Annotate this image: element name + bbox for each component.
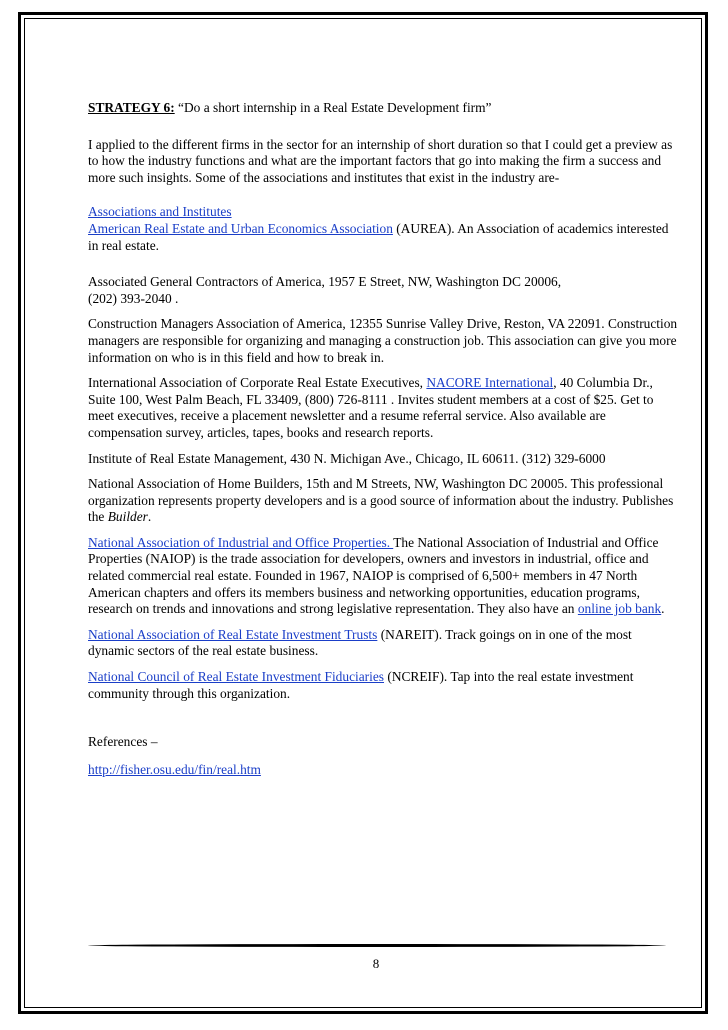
strategy-title: “Do a short internship in a Real Estate Development firm” (174, 100, 492, 115)
irem-paragraph: Institute of Real Estate Management, 430 N. Michigan Ave., Chicago, IL 60611. (312) 329-6000 (88, 450, 606, 466)
nareit-text: (NAREIT). Track goings on in one of the most dynamic sectors of the real estate business. (88, 626, 632, 659)
nareit-link[interactable]: National Association of Real Estate Investment Trusts (88, 626, 378, 642)
agc-line2: (202) 393-2040 . (88, 290, 179, 306)
references-paragraph (88, 762, 678, 779)
strategy-label: STRATEGY 6: (88, 100, 175, 115)
page-number-text: 8 (372, 956, 380, 971)
nahb-paragraph (88, 476, 678, 526)
aurea-text: (AUREA). An Association of academics interested in real estate. (88, 220, 669, 253)
reference-url-link[interactable]: http://fisher.osu.edu/fin/real.htm (88, 761, 261, 777)
intro-paragraph: I applied to the different firms in the sector for an internship of short duration so that I could get a preview as to how the industry functions and what are the important factors that go into making the firm a success and more such insights. Some of the associations and institutes that exist in the industry are- (88, 136, 673, 185)
agc-paragraph (88, 274, 678, 307)
naiop-end: . (661, 601, 665, 617)
nahb-after: . (147, 509, 152, 525)
nacore-link[interactable]: NACORE International (426, 375, 554, 391)
footer-rule (88, 944, 666, 947)
naiop-link[interactable]: National Association of Industrial and Office Properties. (88, 534, 394, 550)
ncreif-paragraph (88, 669, 678, 702)
cmaa-paragraph: Construction Managers Association of America, 12355 Sunrise Valley Drive, Reston, VA 22091. Construction managers are responsible for organizing and managing a construction job. This association can give you more information on who is in this field and how to break in. (88, 316, 678, 365)
references-heading: References – (88, 734, 158, 750)
naiop-paragraph (88, 535, 678, 618)
document-body (88, 100, 678, 778)
nacore-before: International Association of Corporate Real Estate Executives, (88, 375, 427, 391)
associations-heading: Associations and Institutes (88, 204, 232, 220)
online-job-bank-link[interactable]: online job bank (577, 601, 662, 617)
nacore-paragraph (88, 375, 678, 441)
nahb-builder: Builder (107, 509, 148, 525)
aurea-paragraph (88, 204, 678, 254)
nareit-paragraph (88, 627, 678, 660)
nahb-before: National Association of Home Builders, 15th and M Streets, NW, Washington DC 20005. This professional organization represents property developers and is a good source of information about the industry. Publishes the (88, 476, 674, 525)
ncreif-text: (NCREIF). Tap into the real estate investment community through this organization. (88, 669, 634, 701)
aurea-link[interactable]: American Real Estate and Urban Economics Association (88, 220, 393, 236)
naiop-text: The National Association of Industrial and Office Properties (NAIOP) is the trade association for developers, owners and investors in industrial, office and related commercial real estate. Founded in 1967, NAIOP is comprised of 6,500+ members in 47 North American chapters and offers its members business and networking opportunities, education programs, research on trends and innovations and strong legislative representation. They also have an (88, 534, 659, 617)
agc-line1: Associated General Contractors of America, 1957 E Street, NW, Washington DC 20006, (88, 274, 562, 290)
ncreif-link[interactable]: National Council of Real Estate Investment Fiduciaries (88, 669, 385, 685)
nacore-after: , 40 Columbia Dr., Suite 100, West Palm Beach, FL 33409, (800) 726-8111 . Invites student members at a cost of $25. Get to meet executives, receive a placement newsletter and a resume referral service. Also available are compensation survey, articles, tapes, books and research reports. (88, 375, 654, 440)
strategy-heading (88, 100, 678, 117)
page-number (0, 956, 728, 972)
